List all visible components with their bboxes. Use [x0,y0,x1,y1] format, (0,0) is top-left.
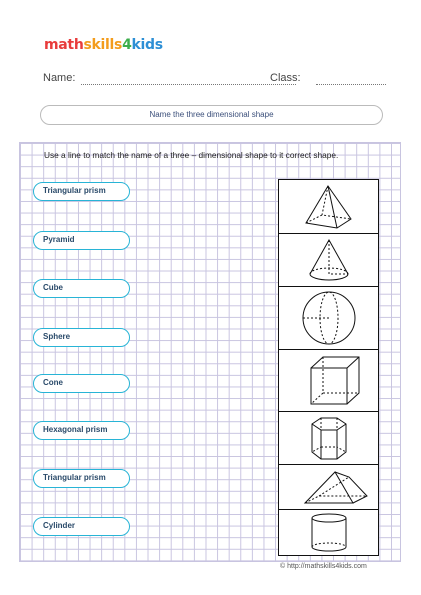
logo-part-kids: kids [131,37,163,53]
class-field[interactable] [316,84,386,85]
sphere-icon [279,287,378,350]
shape-cell-2[interactable] [279,234,378,287]
logo-part-4: 4 [122,37,132,53]
pyramid-icon [279,180,378,234]
cone-icon [279,234,378,287]
shape-cell-7[interactable] [279,510,378,555]
triangular-prism-icon [279,465,378,510]
name-class-row [43,72,388,90]
shape-name-7[interactable]: Triangular prism [33,469,130,488]
instructions: Use a line to match the name of a three – dimensional shape to it correct shape. [44,150,339,160]
shape-cell-4[interactable] [279,350,378,412]
shape-cell-5[interactable] [279,412,378,465]
shape-name-2[interactable]: Pyramid [33,231,130,250]
footer-url[interactable]: © http://mathskills4kids.com [280,563,367,570]
cube-icon [279,350,378,412]
logo-part-math: math [44,37,84,53]
cylinder-icon [279,510,378,555]
shapes-column [278,179,379,556]
hexagonal-prism-icon [279,412,378,465]
shape-name-4[interactable]: Sphere [33,328,130,347]
shape-cell-1[interactable] [279,180,378,234]
shape-cell-3[interactable] [279,287,378,350]
shape-cell-6[interactable] [279,465,378,510]
logo-part-skills: skills [83,37,123,53]
name-field[interactable] [81,84,296,85]
class-label: Class: [270,72,301,84]
shape-name-8[interactable]: Cylinder [33,517,130,536]
shape-name-5[interactable]: Cone [33,374,130,393]
logo [44,36,163,56]
shape-name-3[interactable]: Cube [33,279,130,298]
worksheet-title: Name the three dimensional shape [40,105,383,125]
shape-name-6[interactable]: Hexagonal prism [33,421,130,440]
shape-name-1[interactable]: Triangular prism [33,182,130,201]
name-label: Name: [43,72,76,84]
